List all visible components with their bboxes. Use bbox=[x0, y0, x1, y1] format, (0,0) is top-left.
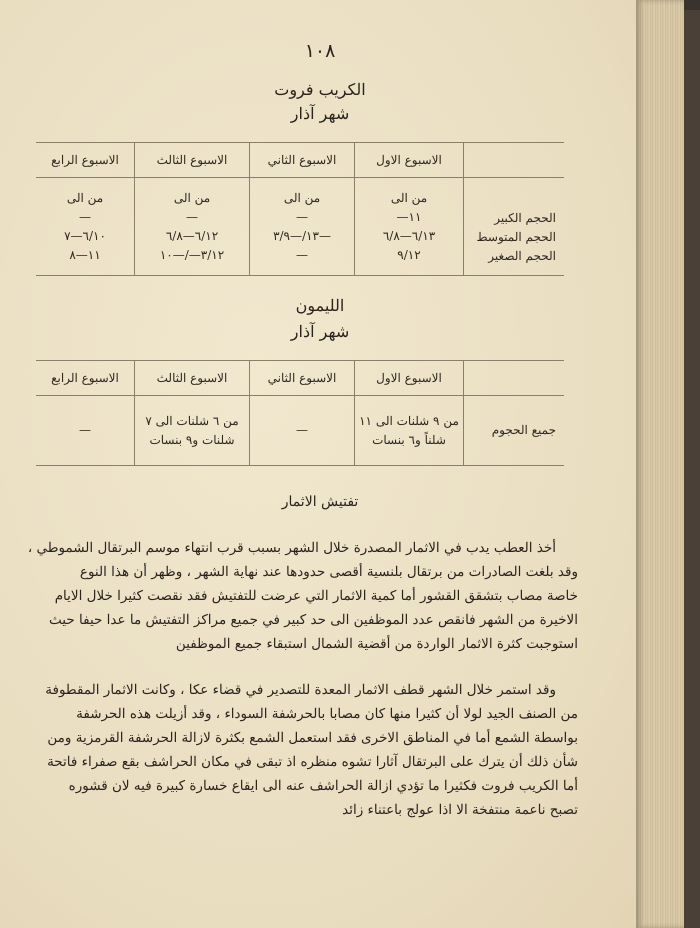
table-cell: من ٩ شلنات الى ١١ شلناً و٦ بنسات bbox=[355, 396, 464, 466]
paragraph-line: شأن ذلك أن يترك على البرتقال آثارا تشوه منظره اذ تبقى في مكان الحراشف بقع صفراء فاتحة bbox=[47, 754, 578, 770]
table-cell: ١١—٨ bbox=[69, 247, 101, 262]
paragraph-line: أخذ العطب يدب في الاثمار المصدرة خلال الشهر بسبب قرب انتهاء موسم البرتقال الشموطي ، bbox=[27, 540, 556, 556]
grapefruit-month: شهر آذار bbox=[290, 104, 350, 123]
lemon-title: الليمون bbox=[295, 296, 345, 315]
table-cell: — bbox=[296, 247, 308, 262]
paragraph-line: الاخيرة من الشهر فانقص عدد الموظفين الى حد كبير في جميع مراكز التفتيش ما عدا حيفا حيث bbox=[49, 612, 578, 628]
table-cell: — bbox=[186, 209, 198, 224]
table-cell: ٣/١٢—/—١٠ bbox=[159, 247, 225, 262]
paragraph-line: وقد بلغت الصادرات من برتقال بلنسية أقصى حدودها عند نهاية الشهر ، وظهر أن هذا النوع bbox=[79, 564, 578, 580]
table-cell: — bbox=[36, 396, 135, 466]
table-header-week4: الاسبوع الرابع bbox=[36, 361, 135, 396]
paragraph-line: استوجبت كثرة الاثمار الواردة من أقضية الشمال استبقاء جميع الموظفين bbox=[175, 636, 578, 652]
table-cell: — bbox=[79, 209, 91, 224]
paragraph-2 bbox=[40, 678, 578, 822]
size-labels bbox=[464, 178, 565, 276]
range-label: من الى bbox=[390, 190, 428, 205]
week1-values bbox=[355, 178, 464, 276]
range-label: من الى bbox=[66, 190, 104, 205]
book-page-edges bbox=[636, 0, 684, 928]
table-header-week1: الاسبوع الاول bbox=[355, 361, 464, 396]
table-cell: — bbox=[250, 396, 355, 466]
table-cell: ٦/١٠—٧ bbox=[64, 228, 106, 243]
range-label: من الى bbox=[173, 190, 211, 205]
week2-values bbox=[250, 178, 355, 276]
all-sizes-label: جميع الحجوم bbox=[464, 396, 565, 466]
table-header-week3: الاسبوع الثالث bbox=[135, 143, 250, 178]
grapefruit-title: الكريب فروت bbox=[274, 80, 366, 99]
paragraph-1 bbox=[27, 536, 578, 656]
table-cell: ٦/١٢—٦/٨ bbox=[165, 228, 219, 243]
table-cell: ١١— bbox=[396, 209, 422, 224]
table-cell: من ٦ شلنات الى ٧ شلنات و٩ بنسات bbox=[135, 396, 250, 466]
week3-values bbox=[135, 178, 250, 276]
table-header-week1: الاسبوع الاول bbox=[355, 143, 464, 178]
range-label: من الى bbox=[283, 190, 321, 205]
table-header-week3: الاسبوع الثالث bbox=[135, 361, 250, 396]
table-cell: ٩/١٢ bbox=[397, 247, 421, 262]
size-medium: الحجم المتوسط bbox=[476, 230, 556, 244]
paragraph-line: خاصة مصاب بتشقق القشور أما كمية الاثمار التي عرضت للتفتيش فقد نقصت كثيرا خلال الايام bbox=[54, 588, 578, 604]
table-header-week2: الاسبوع الثاني bbox=[250, 361, 355, 396]
paragraph-line: تصبح ناعمة منتفخة الا اذا عولج باعتناء زائد bbox=[342, 802, 578, 818]
lemon-month: شهر آذار bbox=[290, 322, 350, 341]
paragraph-line: من الصنف الجيد لولا أن كثيرا منها كان مصابا بالحرشفة السوداء ، وقد أزيلت هذه الحرشفة bbox=[76, 706, 578, 722]
table-header-week2: الاسبوع الثاني bbox=[250, 143, 355, 178]
table-header-label bbox=[464, 143, 565, 178]
table-cell: ٦/١٣—٦/٨ bbox=[382, 228, 436, 243]
table-header-label bbox=[464, 361, 565, 396]
size-large: الحجم الكبير bbox=[494, 211, 556, 225]
table-cell: —١٣/—٣/٩ bbox=[273, 228, 331, 243]
lemon-price-table bbox=[36, 360, 564, 466]
paragraph-line: بواسطة الشمع أما في المناطق الاخرى فقد استعمل الشمع بكثرة لازالة الحرشفة القرمزية ومن bbox=[47, 730, 578, 746]
table-header-week4: الاسبوع الرابع bbox=[36, 143, 135, 178]
week4-values bbox=[36, 178, 135, 276]
size-small: الحجم الصغير bbox=[488, 249, 556, 263]
paragraph-line: أما الكريب فروت فكثيرا ما تؤدي ازالة الحراشف عنه الى ايقاع خسارة كبيرة فيه لان قشوره bbox=[68, 778, 578, 794]
paragraph-line: وقد استمر خلال الشهر قطف الاثمار المعدة للتصدير في قضاء عكا ، وكانت الاثمار المقطوفة bbox=[45, 682, 556, 698]
page-number: ١٠٨ bbox=[304, 40, 336, 62]
table-cell: — bbox=[296, 209, 308, 224]
inspection-heading: تفتيش الاثمار bbox=[281, 494, 359, 510]
grapefruit-price-table bbox=[36, 142, 564, 276]
